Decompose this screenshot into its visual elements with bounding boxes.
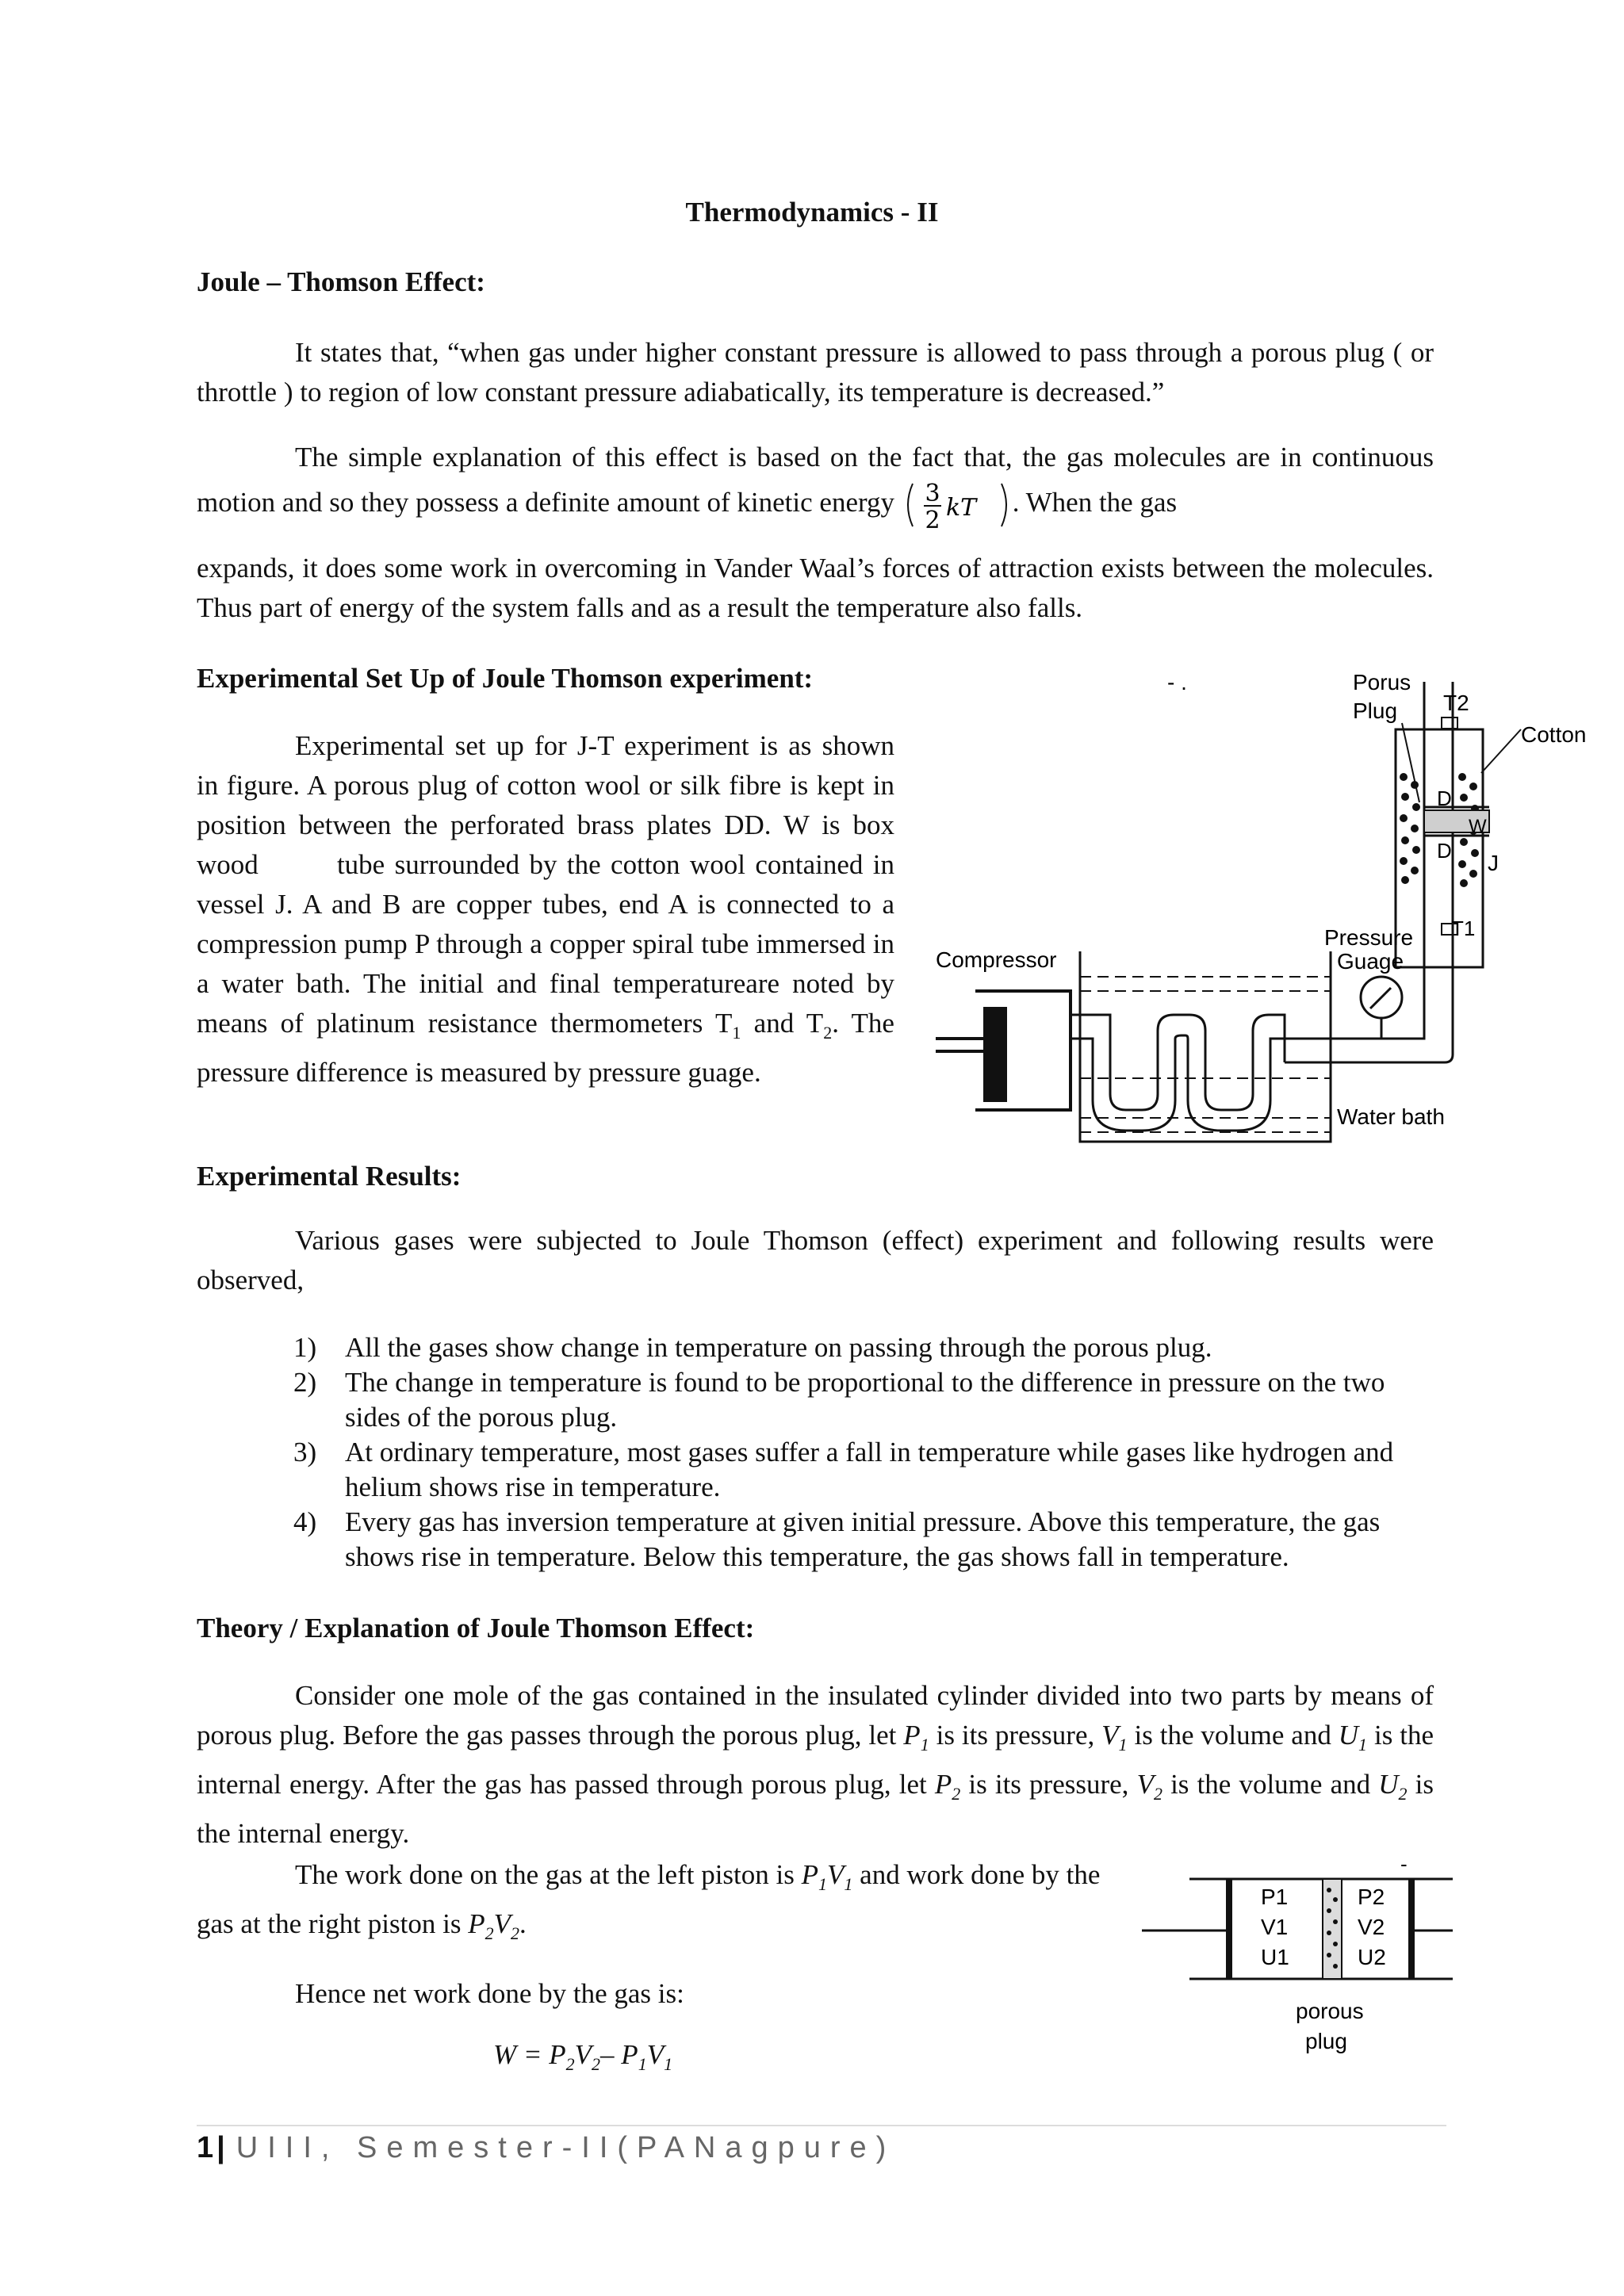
setup-paragraph <box>197 726 894 1093</box>
label-j: J <box>1488 851 1499 875</box>
fraction-denominator: 2 <box>925 507 940 533</box>
bracket-svg <box>902 477 1013 533</box>
symbol-u2: U <box>1378 1769 1399 1800</box>
results-intro-paragraph <box>197 1221 1434 1300</box>
label-v1: V1 <box>1261 1915 1289 1939</box>
label-p2: P2 <box>1358 1885 1385 1909</box>
sub: 1 <box>818 1874 828 1894</box>
sub: 2 <box>1153 1784 1162 1804</box>
sub: 2 <box>510 1923 519 1943</box>
work-formula <box>493 2039 672 2075</box>
jt-explanation-paragraph-2: expands, it does some work in overcoming in Vander Waal’s forces of attraction exists between the molecules. Thus part of energy of the system falls and as a result the temperature also falls. <box>197 553 1434 623</box>
thermometer-t2 <box>1442 718 1457 729</box>
label-porous: porous <box>1296 1999 1364 2023</box>
list-item <box>278 1435 1435 1505</box>
label-w: W <box>1469 816 1487 837</box>
theory-paragraph <box>197 1676 1434 1854</box>
sub: 1 <box>1358 1735 1368 1755</box>
list-item-text: All the gases show change in temperature on passing through the porous plug. <box>345 1332 1212 1363</box>
cylinder-diagram <box>1142 1855 1475 2077</box>
t2-subscript: 2 <box>823 1023 833 1043</box>
label-d-bottom: D <box>1437 839 1452 863</box>
sub: 2 <box>565 2054 575 2074</box>
list-item-text: At ordinary temperature, most gases suffer a fall in temperature while gases like hydrogen and helium shows rise in temperature. <box>345 1437 1394 1502</box>
heading-experimental-results: Experimental Results: <box>197 1161 462 1192</box>
setup-text: Experimental set up for J-T experiment is as shown in figure. A porous plug of cotton wool or silk fibre is kept in position between the perforated brass plates DD. W is box wood tube surrounded by the cotton wool contained in vessel J. A and B are copper tubes, end A is connected to a compression pump P through a copper spiral tube immersed in a water bath. The initial and final temperatureare noted by means of platinum resistance thermometers T <box>197 730 894 1039</box>
sub: 2 <box>1398 1784 1408 1804</box>
label-cotton: Cotton <box>1521 722 1587 747</box>
symbol-v1: V <box>1101 1720 1119 1751</box>
page-number: 1 <box>197 2131 214 2164</box>
jt-explanation-paragraph <box>197 438 1434 533</box>
spiral-tube-outer <box>1071 1015 1285 1110</box>
symbol: V <box>827 1859 845 1890</box>
label-p1: P1 <box>1261 1885 1289 1909</box>
label-t1: T1 <box>1451 916 1476 940</box>
t1-subscript: 1 <box>732 1023 741 1043</box>
theory-text: is its pressure, <box>929 1720 1102 1751</box>
sub: 2 <box>485 1923 494 1943</box>
theory-text: Consider one mole of the gas contained in the insulated cylinder divided into two parts by means of porous plug. Before the gas passes through the porous plug, let <box>197 1680 1434 1751</box>
sub: 2 <box>592 2054 601 2074</box>
kinetic-energy-formula <box>902 477 1013 533</box>
work-text: The work done on the gas at the left piston is <box>295 1859 802 1890</box>
list-item-number: 2) <box>293 1367 317 1398</box>
label-plug: Plug <box>1353 698 1398 723</box>
theory-text: is the volume and <box>1127 1720 1339 1751</box>
label-v2: V2 <box>1358 1915 1385 1939</box>
label-plug: plug <box>1305 2029 1347 2053</box>
label-d-top: D <box>1437 786 1452 810</box>
label-u1: U1 <box>1261 1945 1289 1969</box>
label-guage: Guage <box>1337 949 1404 974</box>
symbol-v2: V <box>1136 1769 1154 1800</box>
theory-text: is the internal energy. After the gas has passed through porous plug, let <box>197 1720 1434 1800</box>
label-t2: T2 <box>1443 691 1469 715</box>
heading-experimental-setup: Experimental Set Up of Joule Thomson experiment: <box>197 663 814 694</box>
sub: 1 <box>920 1735 929 1755</box>
results-intro-text: Various gases were subjected to Joule Thomson (effect) experiment and following results were observed, <box>197 1225 1434 1295</box>
formula-part: W = P <box>493 2039 566 2070</box>
formula-part: V <box>574 2039 592 2070</box>
dash-marks: - . <box>1167 670 1187 695</box>
footer-text: UIII, Semester-II(PANagpure) <box>236 2131 896 2164</box>
page-footer <box>197 2131 895 2165</box>
list-item <box>278 1505 1435 1575</box>
label-water-bath: Water bath <box>1337 1104 1445 1129</box>
heading-joule-thomson: Joule – Thomson Effect: <box>197 266 485 297</box>
setup-and: and T <box>741 1008 824 1039</box>
footer-divider <box>197 2125 1446 2126</box>
symbol-p2: P <box>934 1769 952 1800</box>
results-list <box>278 1330 1435 1575</box>
theory-text: is its pressure, <box>960 1769 1137 1800</box>
formula-part: V <box>646 2039 665 2070</box>
fraction-numerator: 3 <box>925 480 940 507</box>
sub: 1 <box>1118 1735 1128 1755</box>
footer-separator: | <box>216 2131 225 2164</box>
jt-definition-text: It states that, “when gas under higher constant pressure is allowed to pass through a porous plug ( or throttle ) to region of low constant pressure adiabatically, its temperature is decreased.” <box>197 337 1434 408</box>
jt-explanation-cont: . When the gas <box>1012 487 1178 519</box>
label-u2: U2 <box>1358 1945 1386 1969</box>
symbol: P <box>801 1859 819 1890</box>
list-item-number: 1) <box>293 1332 317 1363</box>
list-item-text: Every gas has inversion temperature at given initial pressure. Above this temperature, the gas shows rise in temperature. Below this temperature, the gas shows fall in temperature. <box>345 1506 1381 1572</box>
sub: 1 <box>638 2054 647 2074</box>
work-text: and work done by the gas at the right piston is <box>197 1859 1101 1939</box>
theory-text: is the volume and <box>1162 1769 1379 1800</box>
symbol: P <box>468 1908 485 1939</box>
symbol: V <box>493 1908 511 1939</box>
symbol-u1: U <box>1338 1720 1359 1751</box>
theory-text: is the internal energy. <box>197 1769 1434 1849</box>
list-item-text: The change in temperature is found to be proportional to the difference in pressure on the two sides of the porous plug. <box>345 1367 1385 1433</box>
jt-definition-paragraph <box>197 333 1434 412</box>
sub: 1 <box>844 1874 853 1894</box>
jt-explanation-text: The simple explanation of this effect is based on the fact that, the gas molecules are in continuous motion and so they possess a definite amount of kinetic energy <box>197 442 1434 519</box>
jt-apparatus-diagram <box>912 666 1610 1158</box>
page-title: Thermodynamics - II <box>685 197 939 228</box>
left-piston <box>1226 1879 1232 1979</box>
label-pressure: Pressure <box>1324 925 1414 950</box>
work-done-paragraph <box>197 1855 1116 1954</box>
right-piston <box>1408 1879 1415 1979</box>
list-item-number: 4) <box>293 1506 317 1537</box>
sub: 1 <box>664 2054 673 2074</box>
symbol-p1: P <box>903 1720 921 1751</box>
compressor-piston <box>983 1007 1007 1102</box>
list-item <box>278 1330 1435 1365</box>
kt-symbol: kT <box>945 494 976 522</box>
heading-theory: Theory / Explanation of Joule Thomson Effect: <box>197 1613 755 1644</box>
work-text: . <box>519 1908 527 1939</box>
label-porus: Porus <box>1353 670 1411 695</box>
label-compressor: Compressor <box>936 947 1057 972</box>
dash-mark: - <box>1400 1855 1408 1876</box>
setup-text-end: . The pressure difference is measured by pressure guage. <box>197 1008 894 1088</box>
sub: 2 <box>952 1784 961 1804</box>
list-item-number: 3) <box>293 1437 317 1468</box>
porous-plug-wall <box>1323 1879 1342 1979</box>
list-item <box>278 1365 1435 1435</box>
formula-part: – P <box>600 2039 638 2070</box>
net-work-text: Hence net work done by the gas is: <box>295 1978 684 2009</box>
